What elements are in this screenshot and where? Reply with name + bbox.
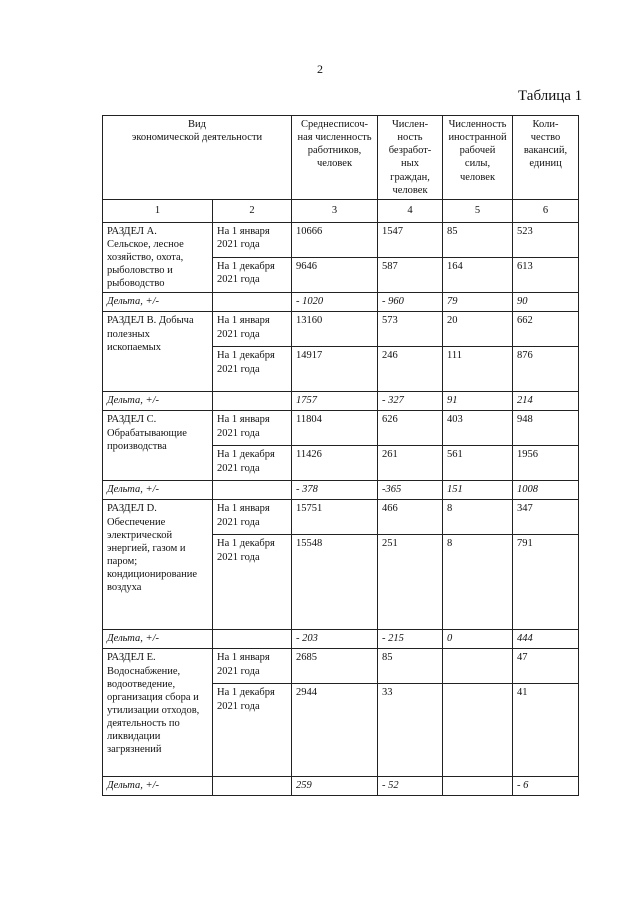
table-row — [103, 222, 579, 257]
column-number: 1 — [103, 199, 213, 222]
empty-cell — [213, 777, 292, 796]
delta-label: Дельта, +/- — [103, 293, 213, 312]
column-number: 2 — [213, 199, 292, 222]
column-number: 4 — [378, 199, 443, 222]
value-cell: 523 — [513, 222, 579, 257]
value-cell — [443, 684, 513, 777]
column-numbers-row — [103, 199, 579, 222]
column-number: 5 — [443, 199, 513, 222]
delta-value: 444 — [513, 630, 579, 649]
delta-value: - 327 — [378, 392, 443, 411]
value-cell: 111 — [443, 347, 513, 392]
table-row — [103, 411, 579, 446]
value-cell: 15548 — [292, 535, 378, 630]
table-caption: Таблица 1 — [518, 88, 583, 104]
value-cell: 2944 — [292, 684, 378, 777]
delta-value: 91 — [443, 392, 513, 411]
header-activity: Вид экономической деятельности — [103, 116, 292, 200]
delta-value: 1757 — [292, 392, 378, 411]
delta-value: - 378 — [292, 481, 378, 500]
header-unemployed: Числен- ность безработ- ных граждан, человек — [378, 116, 443, 200]
empty-cell — [213, 392, 292, 411]
table-row — [103, 649, 579, 684]
empty-cell — [213, 630, 292, 649]
value-cell: 41 — [513, 684, 579, 777]
delta-row — [103, 630, 579, 649]
value-cell: 1956 — [513, 446, 579, 481]
table-row — [103, 312, 579, 347]
section-name: РАЗДЕЛ В. Добыча полезных ископаемых — [103, 312, 213, 392]
page-number: 2 — [317, 62, 323, 76]
delta-value: - 215 — [378, 630, 443, 649]
value-cell: 47 — [513, 649, 579, 684]
delta-label: Дельта, +/- — [103, 392, 213, 411]
value-cell: 573 — [378, 312, 443, 347]
value-cell: 261 — [378, 446, 443, 481]
value-cell: 14917 — [292, 347, 378, 392]
table-body — [103, 222, 579, 796]
period-label: На 1 января 2021 года — [213, 222, 292, 257]
value-cell: 662 — [513, 312, 579, 347]
delta-value: 1008 — [513, 481, 579, 500]
period-label: На 1 января 2021 года — [213, 649, 292, 684]
value-cell: 246 — [378, 347, 443, 392]
value-cell: 164 — [443, 258, 513, 293]
section-name: РАЗДЕЛ Е. Водоснабжение, водоотведение, организация сбора и утилизации отходов, деятельность по ликвидации загрязнений — [103, 649, 213, 777]
delta-value: - 960 — [378, 293, 443, 312]
section-name: РАЗДЕЛ А. Сельское, лесное хозяйство, охота, рыболовство и рыбоводство — [103, 222, 213, 293]
delta-value: - 203 — [292, 630, 378, 649]
empty-cell — [213, 481, 292, 500]
value-cell: 1547 — [378, 222, 443, 257]
column-number: 3 — [292, 199, 378, 222]
delta-label: Дельта, +/- — [103, 630, 213, 649]
period-label: На 1 декабря 2021 года — [213, 347, 292, 392]
value-cell: 8 — [443, 500, 513, 535]
period-label: На 1 января 2021 года — [213, 411, 292, 446]
delta-value: 214 — [513, 392, 579, 411]
value-cell: 2685 — [292, 649, 378, 684]
delta-value — [443, 777, 513, 796]
value-cell: 85 — [443, 222, 513, 257]
value-cell: 587 — [378, 258, 443, 293]
value-cell: 791 — [513, 535, 579, 630]
value-cell: 626 — [378, 411, 443, 446]
value-cell: 876 — [513, 347, 579, 392]
value-cell — [443, 649, 513, 684]
delta-row — [103, 481, 579, 500]
value-cell: 10666 — [292, 222, 378, 257]
empty-cell — [213, 293, 292, 312]
delta-label: Дельта, +/- — [103, 777, 213, 796]
table-row — [103, 500, 579, 535]
value-cell: 11426 — [292, 446, 378, 481]
header-avg-employees: Среднесписоч- ная численность работников, человек — [292, 116, 378, 200]
delta-row — [103, 777, 579, 796]
section-name: РАЗДЕЛ С. Обрабатывающие производства — [103, 411, 213, 481]
delta-value: 90 — [513, 293, 579, 312]
value-cell: 403 — [443, 411, 513, 446]
column-number: 6 — [513, 199, 579, 222]
value-cell: 8 — [443, 535, 513, 630]
period-label: На 1 января 2021 года — [213, 500, 292, 535]
value-cell: 13160 — [292, 312, 378, 347]
delta-value: 0 — [443, 630, 513, 649]
period-label: На 1 января 2021 года — [213, 312, 292, 347]
period-label: На 1 декабря 2021 года — [213, 258, 292, 293]
period-label: На 1 декабря 2021 года — [213, 446, 292, 481]
delta-value: 151 — [443, 481, 513, 500]
delta-value: - 1020 — [292, 293, 378, 312]
value-cell: 11804 — [292, 411, 378, 446]
delta-value: - 52 — [378, 777, 443, 796]
delta-value: - 6 — [513, 777, 579, 796]
delta-label: Дельта, +/- — [103, 481, 213, 500]
section-name: РАЗДЕЛ D. Обеспечение электрической энергией, газом и паром; кондиционирование воздуха — [103, 500, 213, 630]
period-label: На 1 декабря 2021 года — [213, 684, 292, 777]
delta-value: 259 — [292, 777, 378, 796]
value-cell: 251 — [378, 535, 443, 630]
delta-row — [103, 392, 579, 411]
value-cell: 561 — [443, 446, 513, 481]
value-cell: 613 — [513, 258, 579, 293]
value-cell: 20 — [443, 312, 513, 347]
value-cell: 33 — [378, 684, 443, 777]
delta-row — [103, 293, 579, 312]
delta-value: 79 — [443, 293, 513, 312]
value-cell: 948 — [513, 411, 579, 446]
delta-value: -365 — [378, 481, 443, 500]
header-vacancies: Коли- чество вакансий, единиц — [513, 116, 579, 200]
employment-table — [102, 115, 579, 796]
value-cell: 9646 — [292, 258, 378, 293]
value-cell: 466 — [378, 500, 443, 535]
header-foreign-workforce: Численность иностранной рабочей силы, человек — [443, 116, 513, 200]
value-cell: 85 — [378, 649, 443, 684]
value-cell: 347 — [513, 500, 579, 535]
period-label: На 1 декабря 2021 года — [213, 535, 292, 630]
value-cell: 15751 — [292, 500, 378, 535]
